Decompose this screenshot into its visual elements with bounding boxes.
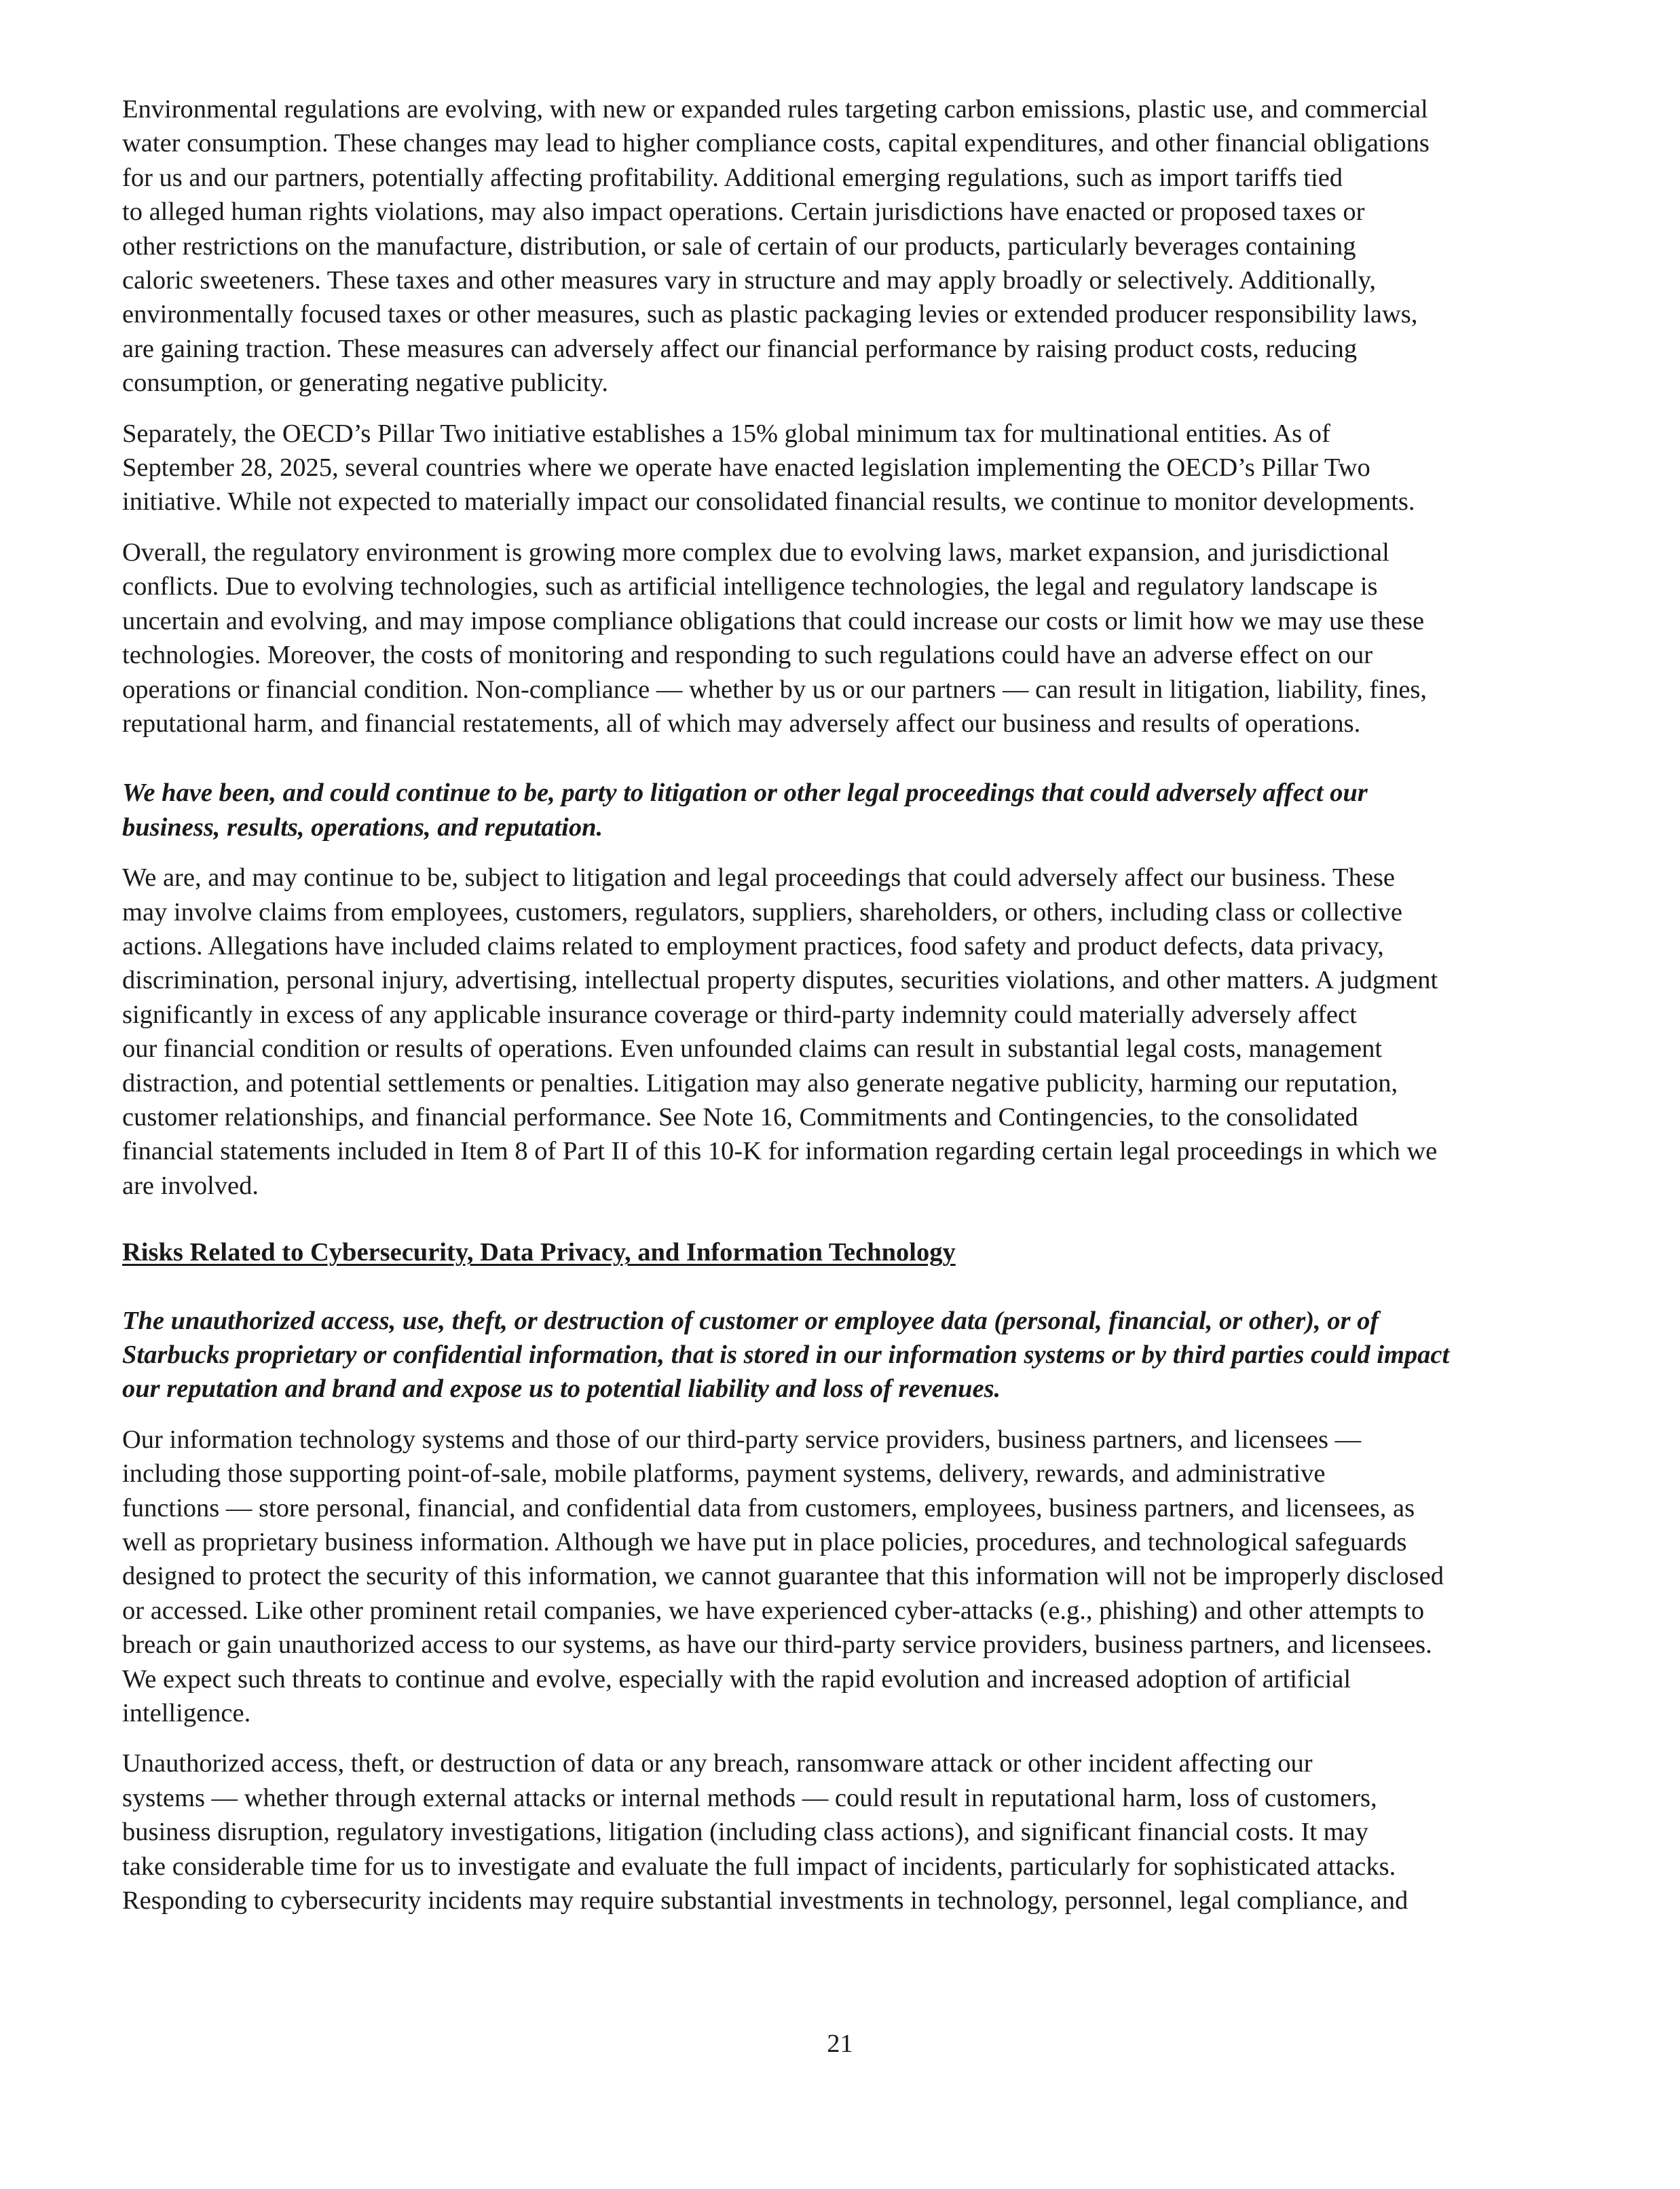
text-line: systems — whether through external attacks or internal methods — could result in reputational harm, loss of customers, xyxy=(122,1783,1377,1812)
text-line: caloric sweeteners. These taxes and other measures vary in structure and may apply broadly or selectively. Additionally, xyxy=(122,266,1377,295)
section-title: Risks Related to Cybersecurity, Data Privacy, and Information Technology xyxy=(122,1238,956,1267)
text-line: water consumption. These changes may lead to higher compliance costs, capital expenditures, and other financial obligations xyxy=(122,129,1430,158)
text-line: well as proprietary business information. Although we have put in place policies, procedures, and technological safeguards xyxy=(122,1528,1407,1557)
text-line: actions. Allegations have included claims related to employment practices, food safety and product defects, data privacy, xyxy=(122,931,1384,960)
text-line: take considerable time for us to investigate and evaluate the full impact of incidents, particularly for sophisticated attacks. xyxy=(122,1852,1396,1881)
heading-line: We have been, and could continue to be, party to litigation or other legal proceedings that could adversely affect our xyxy=(122,779,1368,808)
document-page xyxy=(122,92,1568,1934)
text-line: consumption, or generating negative publicity. xyxy=(122,369,608,398)
text-line: financial statements included in Item 8 of Part II of this 10-K for information regarding certain legal proceedings in which we xyxy=(122,1137,1438,1166)
paragraph-environmental-regulations xyxy=(122,92,1568,400)
text-line: September 28, 2025, several countries where we operate have enacted legislation implementing the OECD’s Pillar Two xyxy=(122,453,1370,483)
paragraph-pillar-two xyxy=(122,417,1568,519)
text-line: initiative. While not expected to materially impact our consolidated financial results, we continue to monitor developments. xyxy=(122,487,1415,517)
text-line: distraction, and potential settlements or penalties. Litigation may also generate negative publicity, harming our reputation, xyxy=(122,1068,1398,1098)
text-line: intelligence. xyxy=(122,1699,251,1728)
paragraph-information-systems xyxy=(122,1423,1568,1731)
text-line: to alleged human rights violations, may also impact operations. Certain jurisdictions have enacted or proposed taxes or xyxy=(122,198,1365,227)
text-line: business disruption, regulatory investigations, litigation (including class actions), and significant financial costs. It may xyxy=(122,1818,1368,1847)
text-line: designed to protect the security of this information, we cannot guarantee that this information will not be improperly disclosed xyxy=(122,1562,1444,1591)
section-heading-cybersecurity xyxy=(122,1235,1568,1269)
text-line: are gaining traction. These measures can adversely affect our financial performance by raising product costs, reducing xyxy=(122,334,1358,363)
text-line: breach or gain unauthorized access to our systems, as have our third-party service providers, business partners, and licensees. xyxy=(122,1630,1432,1660)
text-line: We are, and may continue to be, subject to litigation and legal proceedings that could adversely affect our business. These xyxy=(122,863,1395,893)
text-line: We expect such threats to continue and evolve, especially with the rapid evolution and increased adoption of artificial xyxy=(122,1664,1351,1694)
paragraph-litigation xyxy=(122,861,1568,1203)
text-line: uncertain and evolving, and may impose compliance obligations that could increase our costs or limit how we may use these xyxy=(122,606,1425,635)
text-line: technologies. Moreover, the costs of monitoring and responding to such regulations could have an adverse effect on our xyxy=(122,641,1373,670)
text-line: discrimination, personal injury, advertising, intellectual property disputes, securities violations, and other matters. A judgment xyxy=(122,966,1438,995)
risk-heading-data-breach xyxy=(122,1304,1568,1406)
text-line: other restrictions on the manufacture, distribution, or sale of certain of our products, particularly beverages containing xyxy=(122,231,1356,261)
paragraph-unauthorized-access xyxy=(122,1746,1568,1917)
heading-line: our reputation and brand and expose us to potential liability and loss of revenues. xyxy=(122,1374,1001,1404)
text-line: our financial condition or results of operations. Even unfounded claims can result in substantial legal costs, management xyxy=(122,1034,1383,1064)
text-line: operations or financial condition. Non-compliance — whether by us or our partners — can result in litigation, liability, fines, xyxy=(122,675,1427,704)
heading-line: business, results, operations, and reputation. xyxy=(122,812,603,842)
text-line: are involved. xyxy=(122,1171,259,1200)
text-line: Unauthorized access, theft, or destruction of data or any breach, ransomware attack or other incident affecting our xyxy=(122,1749,1313,1778)
paragraph-regulatory-environment xyxy=(122,536,1568,741)
text-line: functions — store personal, financial, and confidential data from customers, employees, business partners, and licensees, as xyxy=(122,1493,1415,1522)
text-line: Overall, the regulatory environment is growing more complex due to evolving laws, market expansion, and jurisdictional xyxy=(122,538,1389,567)
text-line: including those supporting point-of-sale, mobile platforms, payment systems, delivery, rewards, and administrative xyxy=(122,1459,1326,1489)
text-line: customer relationships, and financial performance. See Note 16, Commitments and Contingencies, to the consolidated xyxy=(122,1102,1358,1131)
text-line: Responding to cybersecurity incidents may require substantial investments in technology, personnel, legal compliance, and xyxy=(122,1886,1408,1915)
text-line: Our information technology systems and those of our third-party service providers, business partners, and licensees — xyxy=(122,1425,1362,1454)
text-line: Environmental regulations are evolving, with new or expanded rules targeting carbon emissions, plastic use, and commercial xyxy=(122,95,1428,124)
text-line: significantly in excess of any applicable insurance coverage or third-party indemnity could materially adversely affect xyxy=(122,1000,1357,1029)
heading-line: Starbucks proprietary or confidential information, that is stored in our information systems or by third parties could impact xyxy=(122,1341,1450,1369)
text-line: Separately, the OECD’s Pillar Two initiative establishes a 15% global minimum tax for multinational entities. As of xyxy=(122,419,1330,448)
text-line: may involve claims from employees, customers, regulators, suppliers, shareholders, or others, including class or collective xyxy=(122,897,1403,927)
heading-line: The unauthorized access, use, theft, or destruction of customer or employee data (personal, financial, or other), or of xyxy=(122,1306,1379,1335)
page-number: 21 xyxy=(827,2029,853,2058)
text-line: for us and our partners, potentially affecting profitability. Additional emerging regulations, such as import tariffs tied xyxy=(122,163,1343,192)
text-line: or accessed. Like other prominent retail companies, we have experienced cyber-attacks (e.g., phishing) and other attempts to xyxy=(122,1596,1425,1625)
text-line: reputational harm, and financial restatements, all of which may adversely affect our business and results of operations. xyxy=(122,709,1361,738)
risk-heading-litigation xyxy=(122,776,1568,844)
text-line: conflicts. Due to evolving technologies, such as artificial intelligence technologies, the legal and regulatory landscape is xyxy=(122,572,1378,601)
text-line: environmentally focused taxes or other measures, such as plastic packaging levies or extended producer responsibility laws, xyxy=(122,300,1418,329)
